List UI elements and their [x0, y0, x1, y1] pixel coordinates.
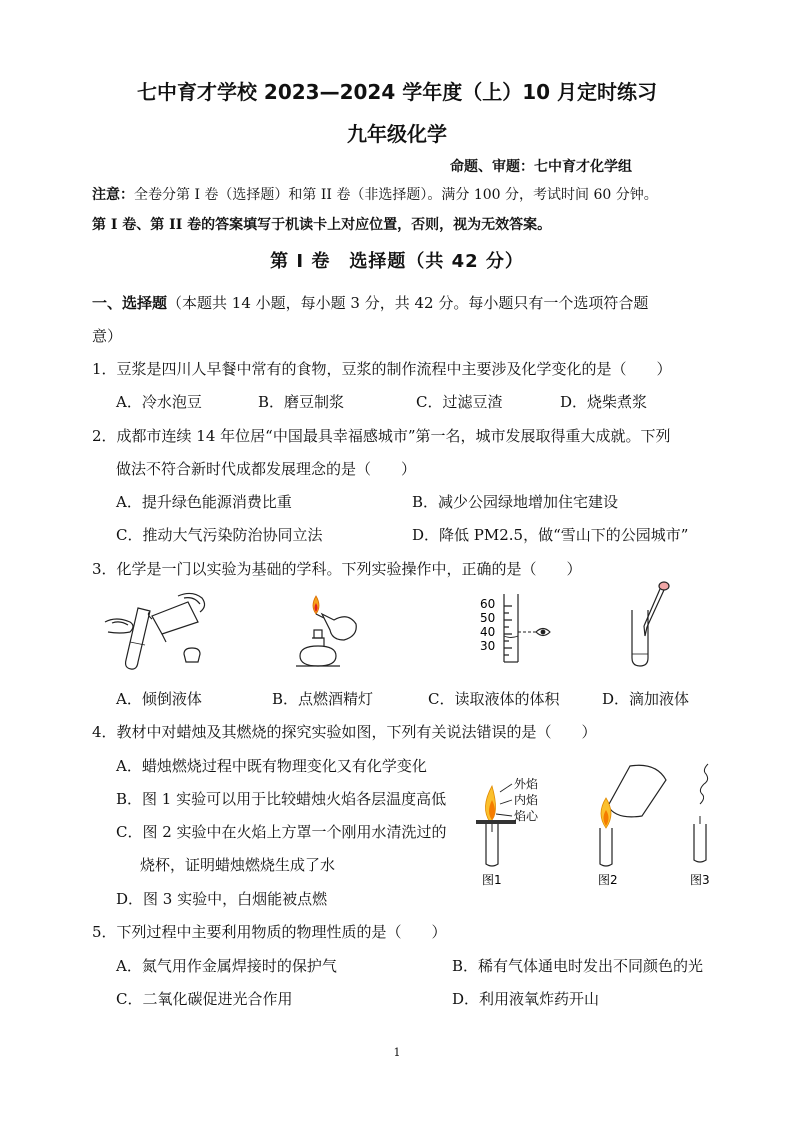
page-number: 1	[393, 1046, 401, 1059]
q4-option-c-cont: 烧杯，证明蜡烛燃烧生成了水	[140, 856, 336, 874]
q1-option-a: A．冷水泡豆	[116, 393, 202, 411]
exam-title: 七中育才学校 2023—2024 学年度（上）10 月定时练习	[136, 80, 658, 104]
q5-option-b: B．稀有气体通电时发出不同颜色的光	[452, 957, 704, 975]
label-inner-flame: 内焰	[514, 793, 539, 807]
q4-option-b: B．图 1 实验可以用于比较蜡烛火焰各层温度高低	[116, 790, 447, 808]
part-intro-cont: 意）	[92, 327, 123, 345]
part-text: （本题共 14 小题，每小题 3 分，共 42 分。每小题只有一个选项符合题	[167, 294, 649, 312]
q3-option-d: D．滴加液体	[602, 690, 690, 708]
q1-option-c: C．过滤豆渣	[416, 393, 503, 411]
figure-1-label: 图1	[482, 873, 502, 887]
dropper-figure	[620, 580, 680, 668]
q5-option-d: D．利用液氧炸药开山	[452, 990, 600, 1008]
author-line: 命题、审题：七中育才化学组	[450, 159, 632, 175]
pouring-liquid-figure	[100, 590, 220, 672]
q2-option-b: B．减少公园绿地增加住宅建设	[412, 493, 619, 511]
exam-subject: 九年级化学	[347, 122, 447, 146]
q5-option-a: A．氮气用作金属焊接时的保护气	[116, 957, 337, 975]
question-3-stem: 3．化学是一门以实验为基础的学科。下列实验操作中，正确的是（ ）	[92, 560, 582, 578]
candle-experiment-figure	[470, 752, 730, 892]
question-1-stem: 1．豆浆是四川人早餐中常有的食物，豆浆的制作流程中主要涉及化学变化的是（ ）	[92, 360, 672, 378]
question-5-stem: 5．下列过程中主要利用物质的物理性质的是（ ）	[92, 923, 447, 941]
notice-label: 注意：	[92, 187, 134, 203]
q5-option-c: C．二氧化碳促进光合作用	[116, 990, 293, 1008]
figure-3-label: 图3	[690, 873, 710, 887]
cylinder-tick-30: 30	[480, 639, 496, 653]
q4-option-d: D．图 3 实验中，白烟能被点燃	[116, 890, 328, 908]
q1-option-b: B．磨豆制浆	[258, 393, 345, 411]
q4-option-c: C．图 2 实验中在火焰上方罩一个刚用水清洗过的	[116, 823, 447, 841]
question-2-stem: 2．成都市连续 14 年位居“中国最具幸福感城市”第一名，城市发展取得重大成就。下列	[92, 427, 671, 445]
notice-line-1	[92, 184, 658, 204]
part-label: 一、选择题	[92, 294, 168, 312]
q2-option-d: D．降低 PM2.5，做“雪山下的公园城市”	[412, 526, 689, 544]
q1-option-d: D．烧柴煮浆	[560, 393, 648, 411]
notice-text: 全卷分第 I 卷（选择题）和第 II 卷（非选择题）。满分 100 分，考试时间 60 分钟。	[134, 187, 658, 203]
cylinder-tick-50: 50	[480, 611, 496, 625]
notice-line-2: 第 I 卷、第 II 卷的答案填写于机读卡上对应位置，否则，视为无效答案。	[92, 217, 552, 233]
label-outer-flame: 外焰	[514, 777, 539, 791]
figure-2-label: 图2	[598, 873, 618, 887]
section-title: 第 I 卷 选择题（共 42 分）	[270, 251, 524, 272]
label-flame-core: 焰心	[514, 809, 539, 823]
cylinder-tick-60: 60	[480, 597, 496, 611]
graduated-cylinder-figure	[470, 592, 570, 664]
question-4-stem: 4．教材中对蜡烛及其燃烧的探究实验如图，下列有关说法错误的是（ ）	[92, 723, 597, 741]
eye-icon	[536, 629, 550, 636]
q2-option-a: A．提升绿色能源消费比重	[116, 493, 292, 511]
alcohol-lamp-figure	[290, 590, 370, 674]
q2-option-c: C．推动大气污染防治协同立法	[116, 526, 323, 544]
q3-option-c: C．读取液体的体积	[428, 690, 560, 708]
q3-option-b: B．点燃酒精灯	[272, 690, 374, 708]
q4-option-a: A．蜡烛燃烧过程中既有物理变化又有化学变化	[116, 757, 427, 775]
question-2-stem-cont: 做法不符合新时代成都发展理念的是（ ）	[116, 460, 417, 478]
cylinder-tick-40: 40	[480, 625, 496, 639]
part-intro	[92, 292, 648, 313]
q3-option-a: A．倾倒液体	[116, 690, 202, 708]
